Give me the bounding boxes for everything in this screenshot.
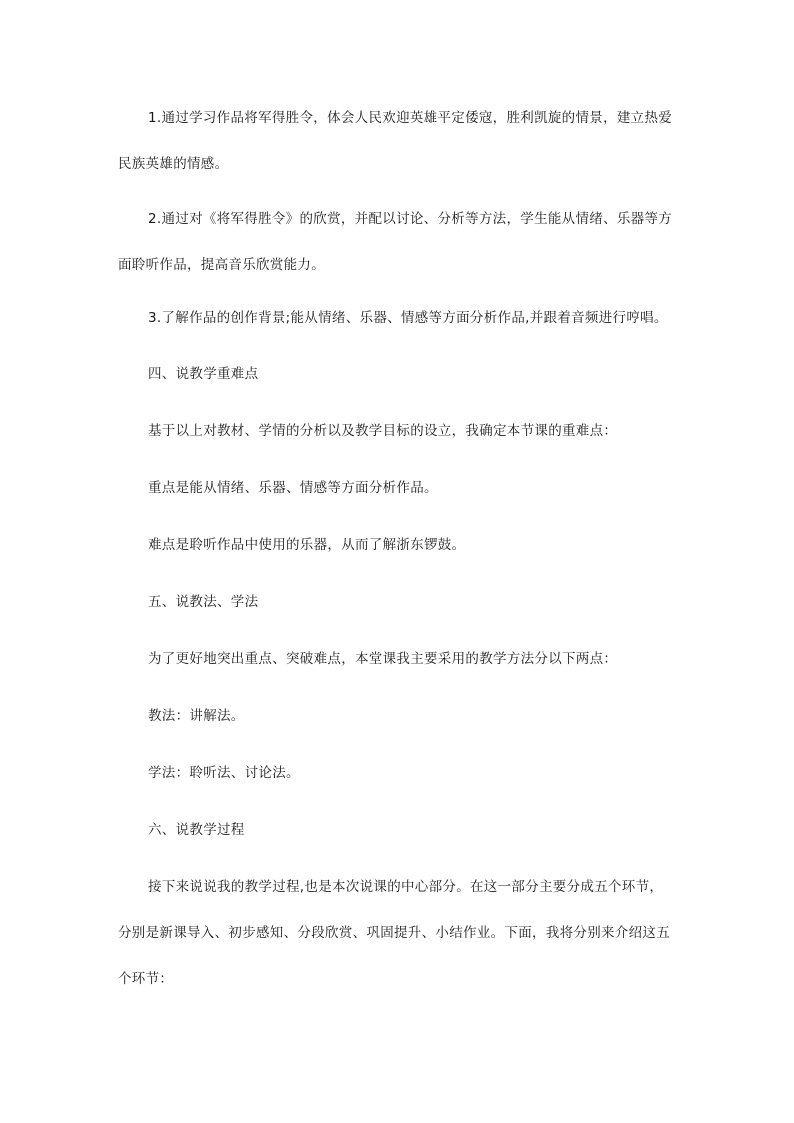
paragraph-objective-3: 3.了解作品的创作背景;能从情绪、乐器、情感等方面分析作品,并跟着音频进行哼唱。 bbox=[148, 310, 668, 326]
paragraph-key-points-intro: 基于以上对教材、学情的分析以及教学目标的设立，我确定本节课的重难点： bbox=[148, 423, 618, 439]
paragraph-objective-1: 1.通过学习作品将军得胜令，体会人民欢迎英雄平定倭寇，胜利凯旋的情景，建立热爱民族英雄的情感。 bbox=[118, 110, 673, 172]
section-heading-process: 六、说教学过程 bbox=[148, 822, 245, 838]
section-heading-methods: 五、说教法、学法 bbox=[148, 594, 259, 610]
paragraph-objective-2: 2.通过对《将军得胜令》的欣赏，并配以讨论、分析等方法，学生能从情绪、乐器等方面聆听作品，提高音乐欣赏能力。 bbox=[118, 211, 673, 273]
paragraph-key-point: 重点是能从情绪、乐器、情感等方面分析作品。 bbox=[148, 480, 438, 496]
paragraph-teaching-method: 教法：讲解法。 bbox=[148, 708, 245, 724]
paragraph-learning-method: 学法：聆听法、讨论法。 bbox=[148, 765, 300, 781]
section-heading-key-points: 四、说教学重难点 bbox=[148, 366, 259, 382]
paragraph-difficult-point: 难点是聆听作品中使用的乐器，从而了解浙东锣鼓。 bbox=[148, 537, 466, 553]
paragraph-process-intro: 接下来说说我的教学过程,也是本次说课的中心部分。在这一部分主要分成五个环节，分别是新课导入、初步感知、分段欣赏、巩固提升、小结作业。下面，我将分别来介绍这五个环节： bbox=[118, 879, 670, 987]
paragraph-methods-intro: 为了更好地突出重点、突破难点，本堂课我主要采用的教学方法分以下两点： bbox=[148, 651, 618, 667]
